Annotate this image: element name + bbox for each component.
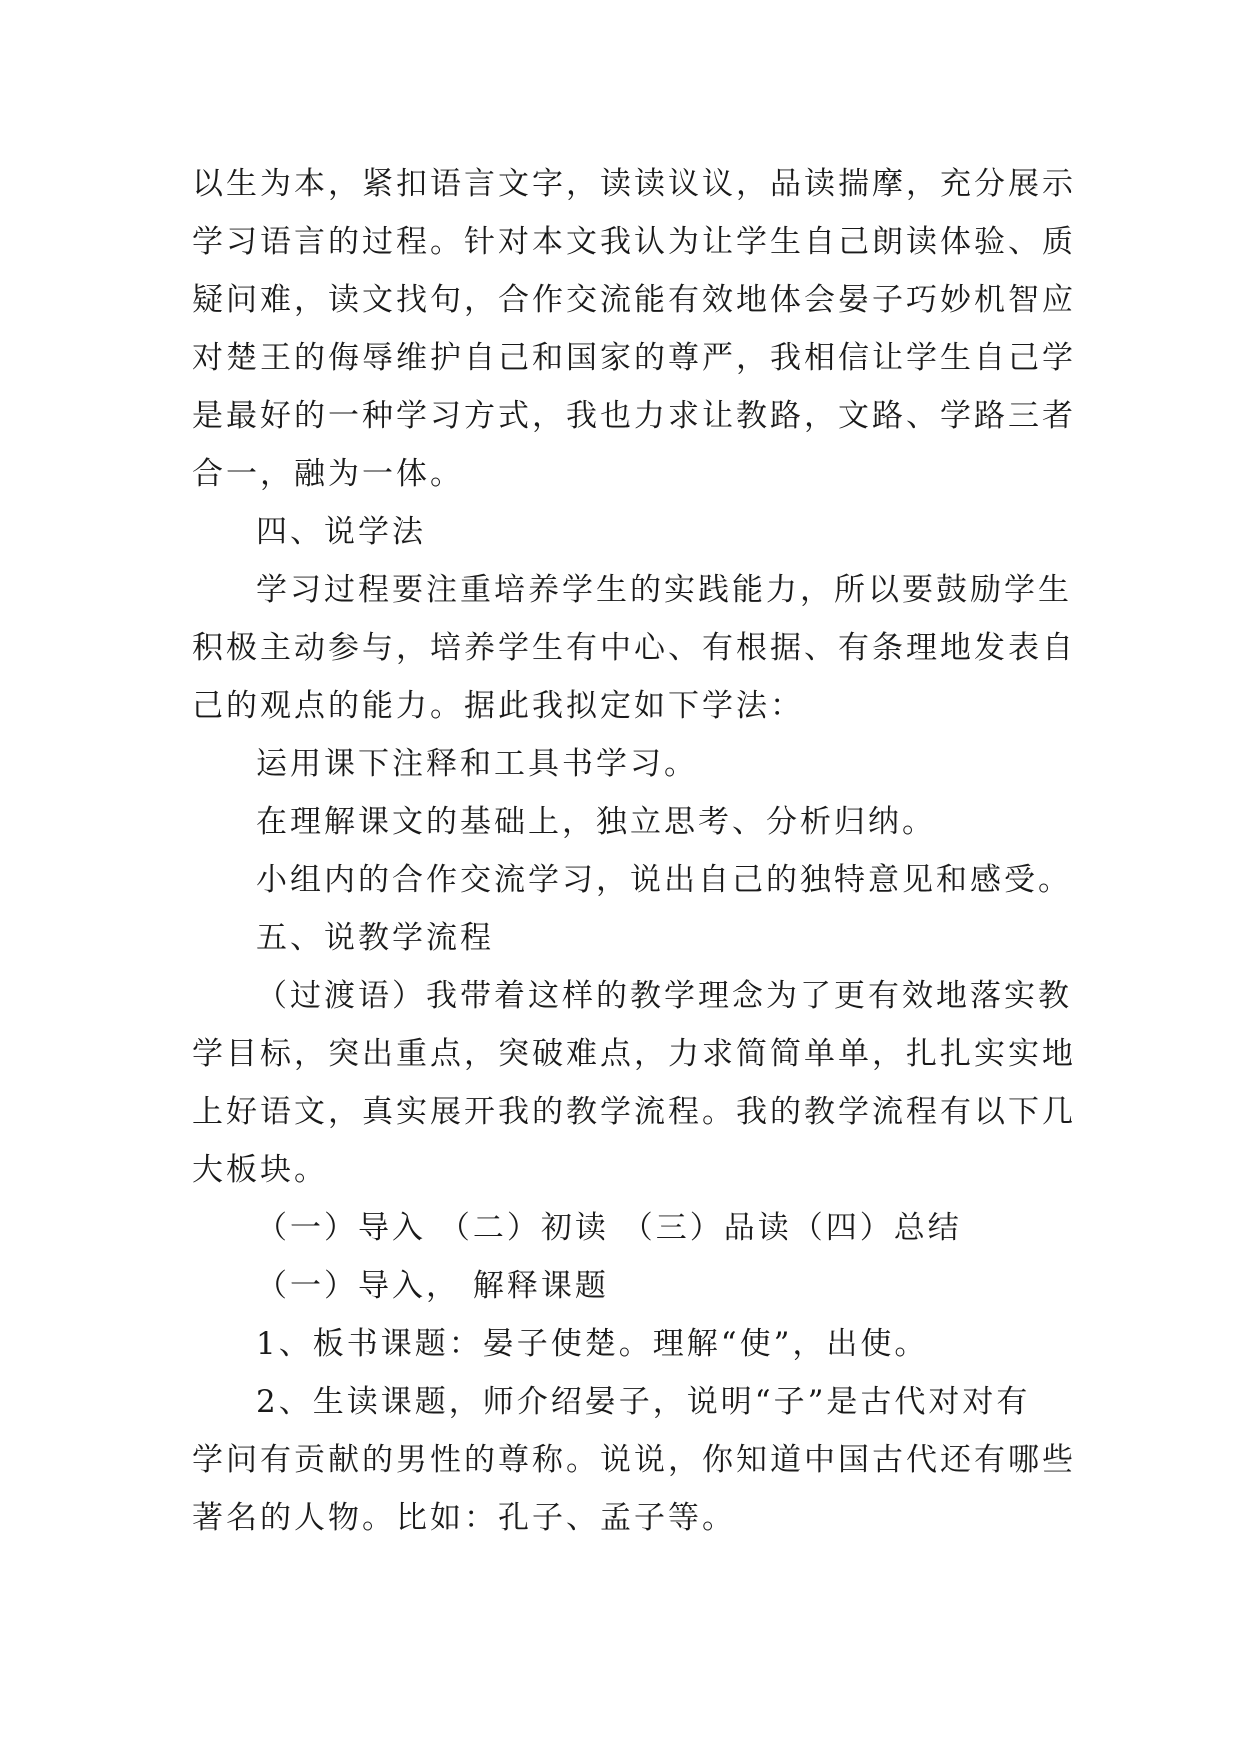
text-line: 2、生读课题，师介绍晏子，说明“子”是古代对对有 [256, 1384, 1031, 1420]
text-line: 运用课下注释和工具书学习。 [256, 746, 698, 782]
text-line: 大板块。 [192, 1152, 328, 1188]
text-line: 合一，融为一体。 [192, 456, 464, 492]
text-line: 对楚王的侮辱维护自己和国家的尊严，我相信让学生自己学 [192, 340, 1076, 376]
text-line: 积极主动参与，培养学生有中心、有根据、有条理地发表自 [192, 630, 1076, 666]
text-line: 是最好的一种学习方式，我也力求让教路，文路、学路三者 [192, 398, 1076, 434]
text-line: 五、说教学流程 [256, 920, 494, 956]
text-line: （一）导入， 解释课题 [256, 1268, 609, 1304]
text-line: 四、说学法 [256, 514, 426, 550]
text-line: 己的观点的能力。据此我拟定如下学法： [192, 688, 804, 724]
document-body [192, 155, 1076, 1547]
text-line: 学目标，突出重点，突破难点，力求简简单单，扎扎实实地 [192, 1036, 1076, 1072]
text-line: （一）导入 （二）初读 （三）品读（四）总结 [256, 1210, 962, 1246]
text-line: 著名的人物。比如：孔子、孟子等。 [192, 1500, 736, 1536]
text-line: 疑问难，读文找句，合作交流能有效地体会晏子巧妙机智应 [192, 282, 1076, 318]
text-line: 学习语言的过程。针对本文我认为让学生自己朗读体验、质 [192, 224, 1076, 260]
text-line: 上好语文，真实展开我的教学流程。我的教学流程有以下几 [192, 1094, 1076, 1130]
text-line: 学习过程要注重培养学生的实践能力，所以要鼓励学生 [256, 572, 1072, 608]
text-line: 在理解课文的基础上，独立思考、分析归纳。 [256, 804, 936, 840]
text-line: 1、板书课题：晏子使楚。理解“使”，出使。 [256, 1326, 929, 1362]
text-line: 以生为本，紧扣语言文字，读读议议，品读揣摩，充分展示 [192, 166, 1076, 202]
text-line: 学问有贡献的男性的尊称。说说，你知道中国古代还有哪些 [192, 1442, 1076, 1478]
text-line: 小组内的合作交流学习，说出自己的独特意见和感受。 [256, 862, 1072, 898]
text-line: （过渡语）我带着这样的教学理念为了更有效地落实教 [256, 978, 1072, 1014]
